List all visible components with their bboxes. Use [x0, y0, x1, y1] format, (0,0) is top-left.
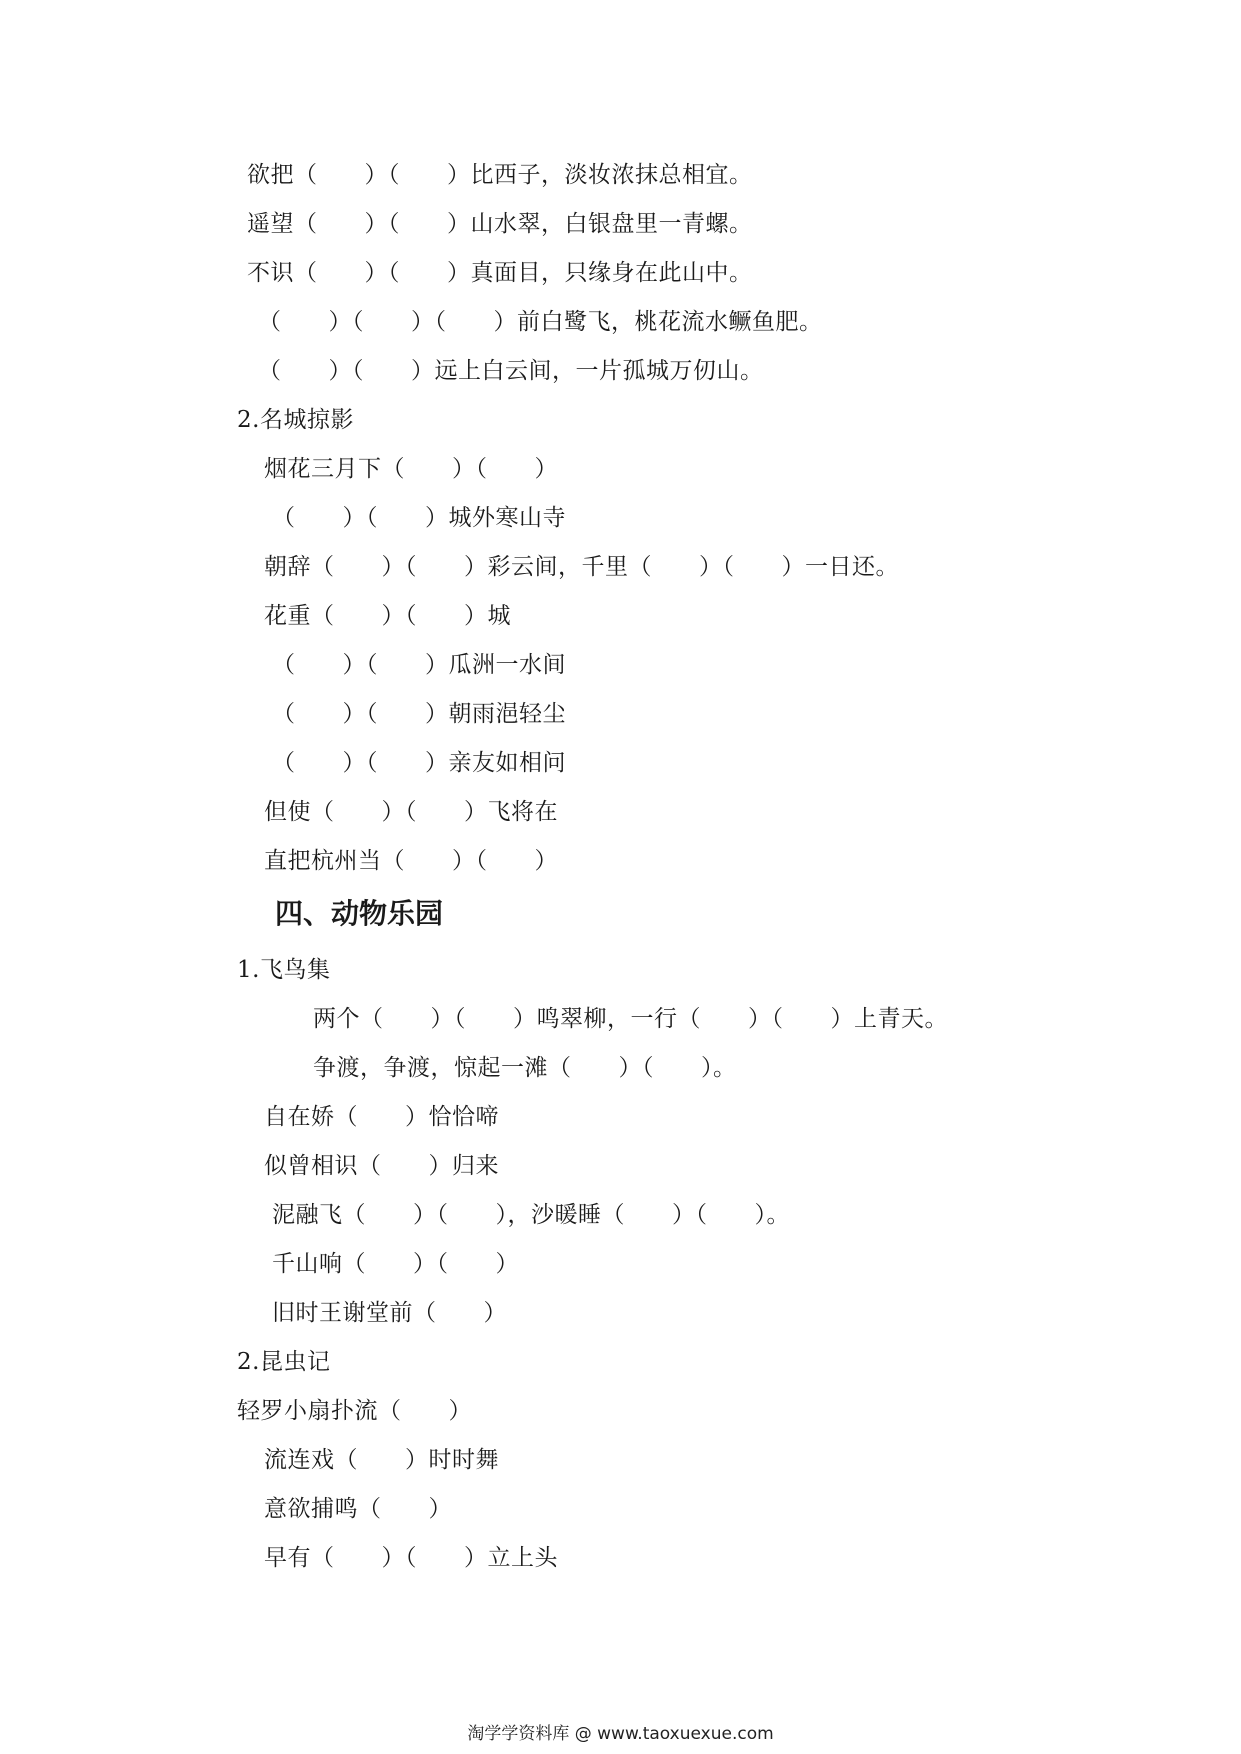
poem-line: （ ）（ ）（ ）前白鹭飞，桃花流水鳜鱼肥。: [258, 309, 823, 335]
poem-line: 争渡，争渡，惊起一滩（ ）（ ）。: [313, 1055, 737, 1081]
poem-line: （ ）（ ）远上白云间，一片孤城万仞山。: [258, 358, 764, 384]
poem-line: 泥融飞（ ）（ ），沙暖睡（ ）（ ）。: [272, 1202, 790, 1228]
poem-line: 两个（ ）（ ）鸣翠柳，一行（ ）（ ）上青天。: [313, 1006, 948, 1032]
poem-line: （ ）（ ）城外寒山寺: [272, 505, 566, 531]
poem-line: 直把杭州当（ ）（ ）: [264, 848, 558, 874]
poem-line: 轻罗小扇扑流（ ）: [237, 1398, 472, 1424]
poem-line: 不识（ ）（ ）真面目，只缘身在此山中。: [247, 260, 753, 286]
subsection-title: 2.昆虫记: [237, 1349, 331, 1375]
poem-line: 烟花三月下（ ）（ ）: [264, 456, 558, 482]
poem-line: （ ）（ ）瓜洲一水间: [272, 652, 566, 678]
poem-line: 早有（ ）（ ）立上头: [264, 1545, 558, 1571]
footer-source: 淘学学资料库 @ www.taoxuexue.com: [467, 1724, 774, 1744]
subsection-title: 2.名城掠影: [237, 407, 354, 433]
poem-line: （ ）（ ）亲友如相问: [272, 750, 566, 776]
poem-line: 欲把（ ）（ ）比西子，淡妆浓抹总相宜。: [247, 162, 753, 188]
poem-line: 千山响（ ）（ ）: [272, 1251, 519, 1277]
poem-line: 遥望（ ）（ ）山水翠，白银盘里一青螺。: [247, 211, 753, 237]
poem-line: 朝辞（ ）（ ）彩云间，千里（ ）（ ）一日还。: [264, 554, 899, 580]
poem-line: 流连戏（ ）时时舞: [264, 1447, 499, 1473]
poem-line: 意欲捕鸣（ ）: [264, 1496, 452, 1522]
subsection-title: 1.飞鸟集: [237, 957, 331, 983]
poem-line: （ ）（ ）朝雨浥轻尘: [272, 701, 566, 727]
poem-line: 自在娇（ ）恰恰啼: [264, 1104, 499, 1130]
poem-line: 花重（ ）（ ）城: [264, 603, 511, 629]
poem-line: 似曾相识（ ）归来: [264, 1153, 499, 1179]
poem-line: 旧时王谢堂前（ ）: [272, 1300, 507, 1326]
poem-line: 但使（ ）（ ）飞将在: [264, 799, 558, 825]
section-heading: 四、动物乐园: [275, 897, 444, 930]
